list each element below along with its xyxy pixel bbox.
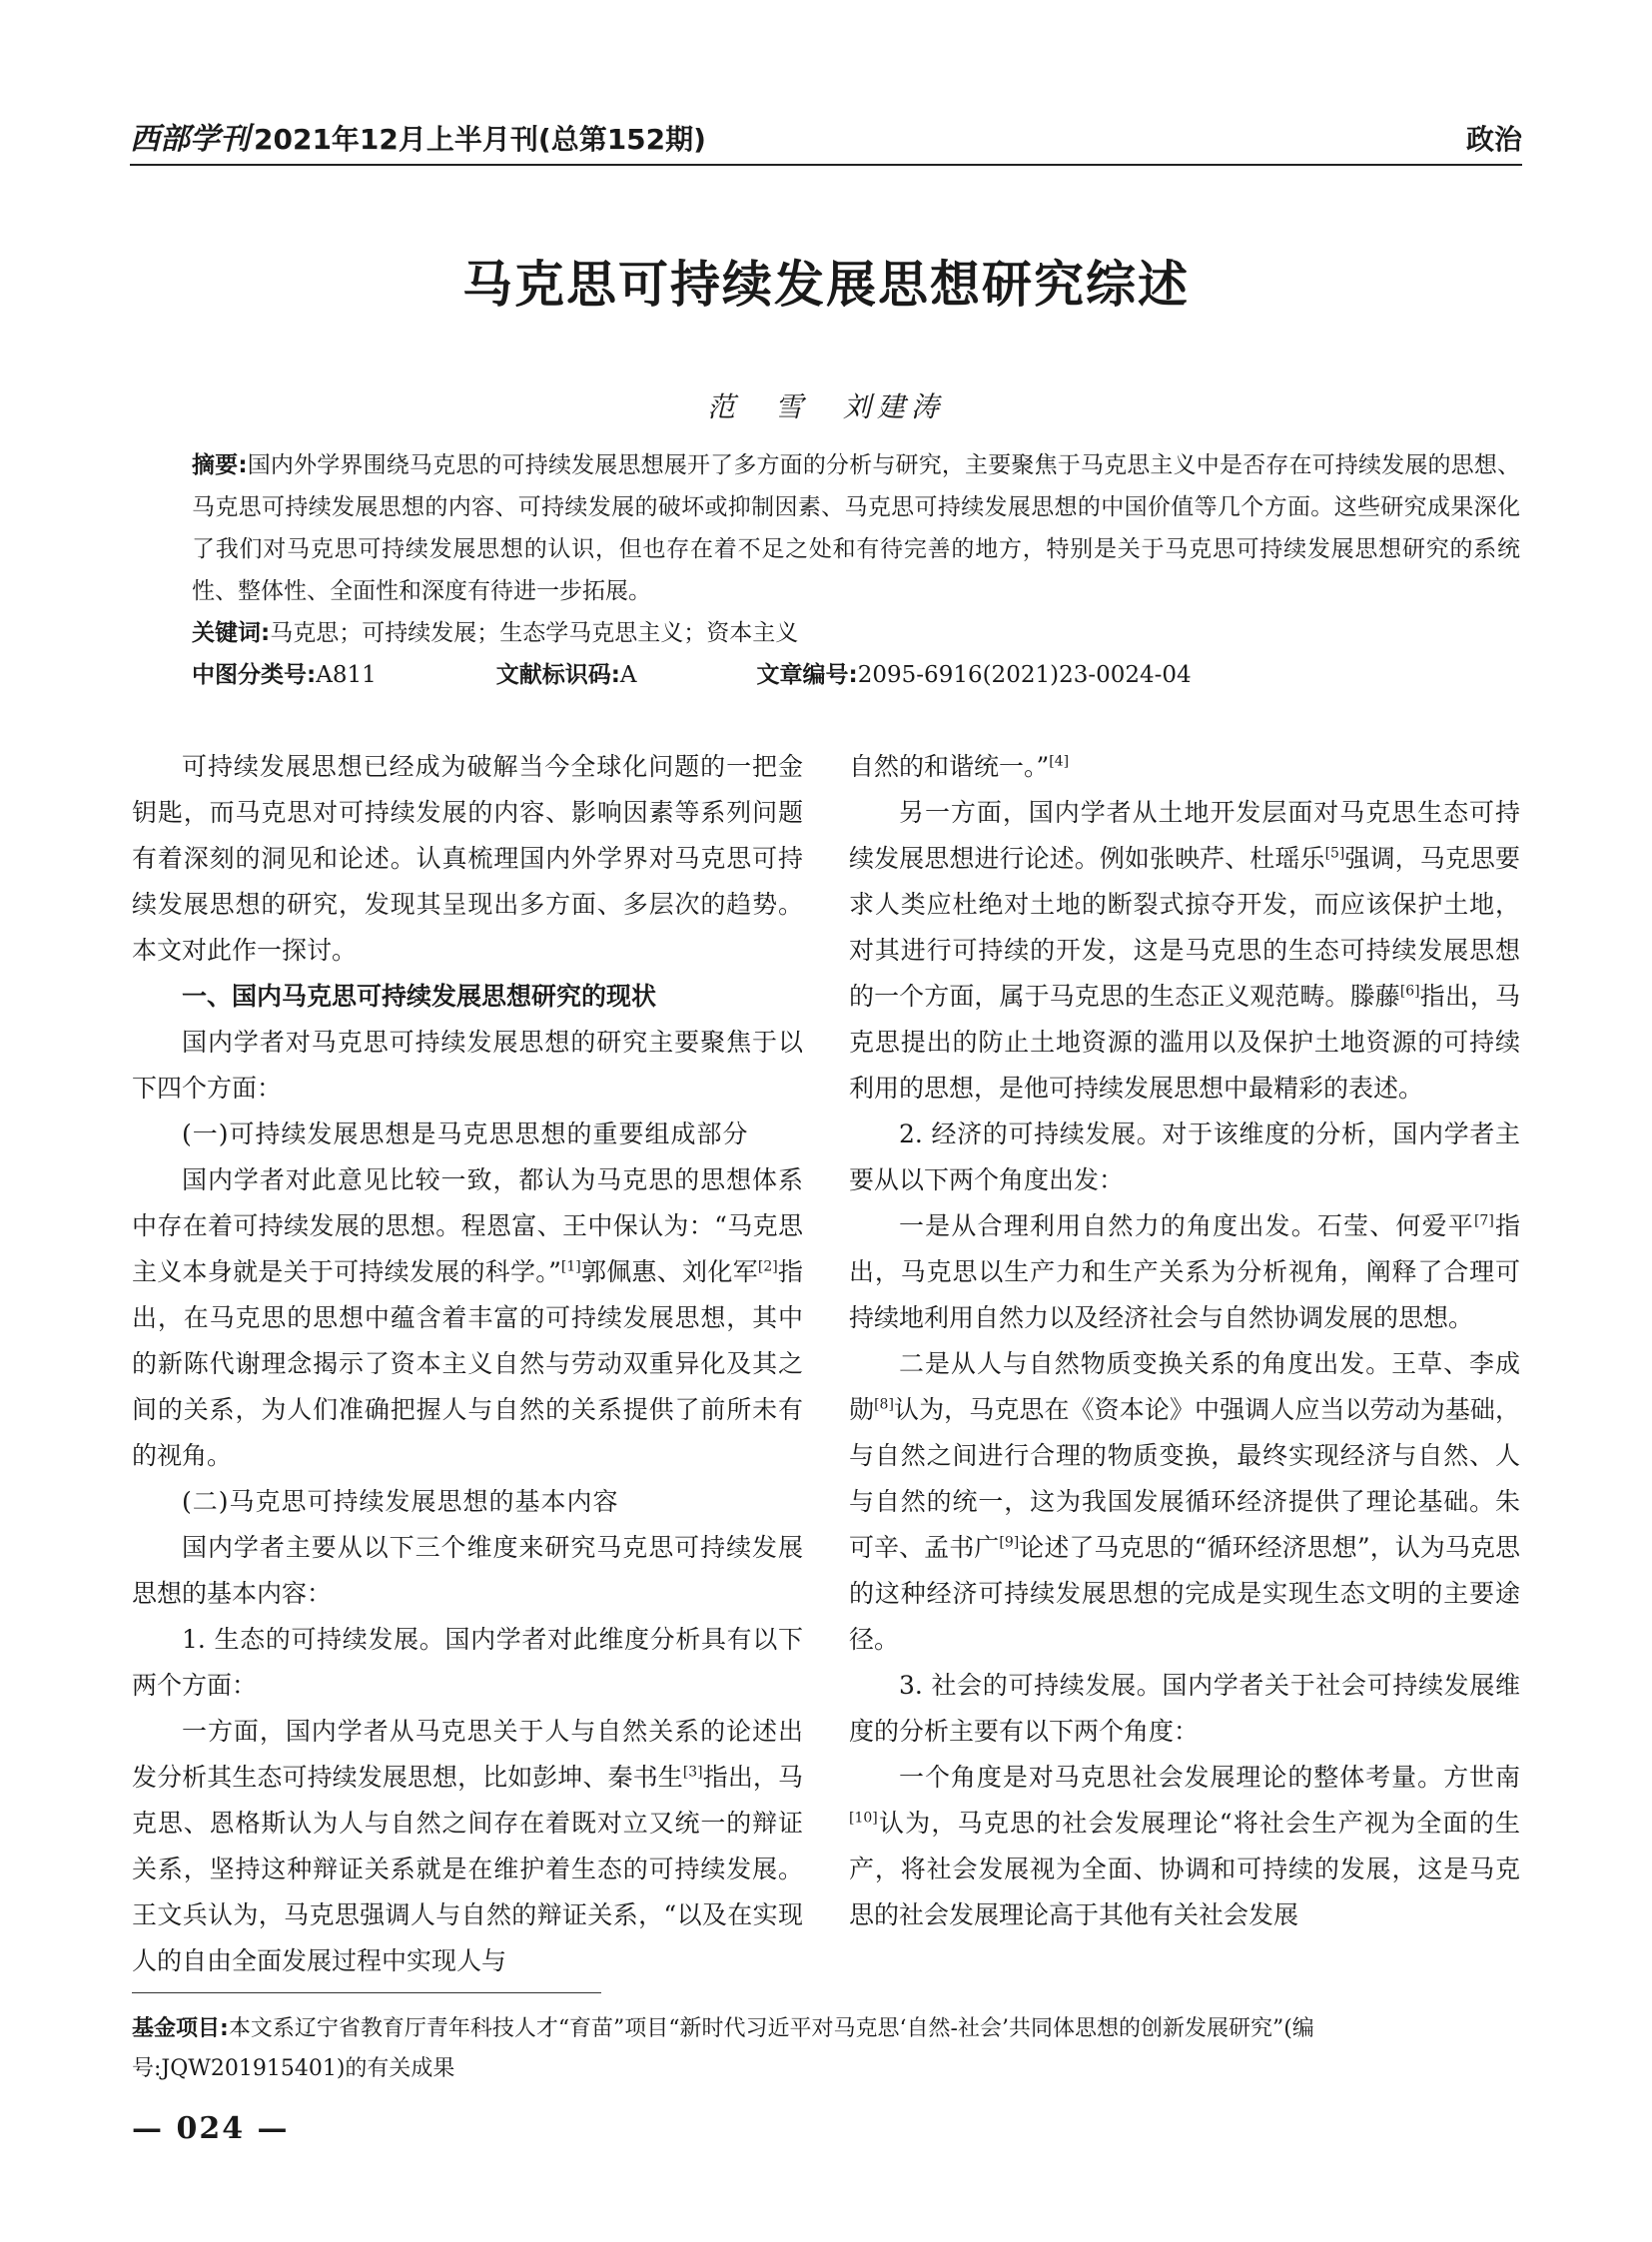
paragraph: 3. 社会的可持续发展。国内学者关于社会可持续发展维度的分析主要有以下两个角度： [849,1671,1520,1746]
citation-ref: [7] [1473,1212,1494,1229]
text-run: 一方面，国内学者从马克思关于人与自然关系的论述出发分析其生态可持续发展思想，比如彭坤、秦书生 [132,1717,803,1792]
paragraph: 2. 经济的可持续发展。对于该维度的分析，国内学者主要从以下两个角度出发： [849,1120,1520,1194]
doc-label: 文献标识码: [495,662,620,688]
text-run: 指出，马克思以生产力和生产关系为分析视角，阐释了合理可持续地利用自然力以及经济社会与自然协调发展的思想。 [849,1211,1520,1332]
doc-value: A [619,662,637,688]
text-run: 自然的和谐统一。” [849,752,1050,781]
text-run: 认为，马克思的社会发展理论“将社会生产视为全面的生产，将社会发展视为全面、协调和可持续的发展，这是马克思的社会发展理论高于其他有关社会发展 [849,1809,1520,1929]
right-column [849,744,1520,1929]
left-column [132,744,803,1975]
clc-code [192,654,377,696]
article-number-label: 文章编号: [756,662,858,688]
paragraph: 1. 生态的可持续发展。国内学者对此维度分析具有以下两个方面： [132,1625,803,1700]
article-title: 马克思可持续发展思想研究综述 [462,256,1190,314]
citation-ref: [8] [874,1396,894,1413]
citation-ref: [6] [1399,983,1420,1000]
clc-value: A811 [316,662,377,688]
article-number-value: 2095-6916(2021)23-0024-04 [857,662,1192,688]
running-header [130,108,1522,166]
paragraph [849,744,1520,790]
funding-footnote [132,2009,1520,2089]
paragraph [849,1341,1520,1663]
text-run: 一个角度是对马克思社会发展理论的整体考量。方世南 [899,1763,1520,1792]
citation-ref: [2] [757,1258,778,1275]
citation-ref: [9] [999,1534,1020,1551]
body-columns [132,744,1520,1975]
text-run: 郭佩惠、刘化军 [580,1257,758,1286]
text-run: 指出，马克思提出的防止土地资源的滥用以及保护土地资源的可持续利用的思想，是他可持续发展思想中最精彩的表述。 [849,982,1520,1103]
section-label: 政治 [1465,123,1522,156]
citation-ref: [10] [849,1810,878,1827]
paragraph [849,1755,1520,1938]
paragraph [132,1709,803,1984]
citation-ref: [3] [682,1764,703,1781]
text-run: 一是从合理利用自然力的角度出发。石莹、何爱平 [899,1211,1474,1240]
citation-ref: [5] [1324,845,1345,862]
paragraph: 可持续发展思想已经成为破解当今全球化问题的一把金钥匙，而马克思对可持续发展的内容、影响因素等系列问题有着深刻的洞见和论述。认真梳理国内外学界对马克思可持续发展思想的研究，发现其呈现出多方面、多层次的趋势。本文对此作一探讨。 [132,752,803,965]
abstract-label: 摘要: [192,452,248,478]
text-run: 国内学者对此意见比较一致，都认为马克思的思想体系中存在着可持续发展的思想。程恩富、王中保认为：“马克思主义本身就是关于可持续发展的科学。” [132,1165,803,1286]
paragraph [849,790,1520,1112]
footnote-label: 基金项目: [132,2016,229,2041]
text-run: 另一方面，国内学者从土地开发层面对马克思生态可持续发展思想进行论述。例如张映芹、杜瑶乐 [849,798,1520,873]
section-heading: 一、国内马克思可持续发展思想研究的现状 [182,982,657,1011]
paragraph [849,1203,1520,1341]
journal-logo: 西部学刊 [130,122,250,157]
keywords-label: 关键词: [192,620,271,646]
subsection-heading: (二)马克思可持续发展思想的基本内容 [182,1487,619,1516]
text-run: 指出，在马克思的思想中蕴含着丰富的可持续发展思想，其中的新陈代谢理念揭示了资本主义自然与劳动双重异化及其之间的关系，为人们准确把握人与自然的关系提供了前所未有的视角。 [132,1257,803,1470]
citation-ref: [4] [1049,753,1070,770]
article-authors: 范 雪 刘建涛 [706,390,945,423]
text-run: 指出，马克思、恩格斯认为人与自然之间存在着既对立又统一的辩证关系，坚持这种辩证关系就是在维护着生态的可持续发展。王文兵认为，马克思强调人与自然的辩证关系，“以及在实现人的自由全面发展过程中实现人与 [132,1763,803,1975]
keywords-text: 马克思；可持续发展；生态学马克思主义；资本主义 [270,620,799,646]
citation-ref: [1] [560,1258,581,1275]
text-run: 强调，马克思要求人类应杜绝对土地的断裂式掠夺开发，而应该保护土地，对其进行可持续的开发，这是马克思的生态可持续发展思想的一个方面，属于马克思的生态正义观范畴。滕藤 [849,844,1520,1011]
subsection-heading: (一)可持续发展思想是马克思思想的重要组成部分 [182,1120,749,1148]
doc-code [496,654,637,696]
paragraph: 国内学者对马克思可持续发展思想的研究主要聚焦于以下四个方面： [132,1028,803,1103]
article-number [757,654,1192,696]
text-run: 论述了马克思的“循环经济思想”，认为马克思的这种经济可持续发展思想的完成是实现生态文明的主要途径。 [849,1533,1520,1654]
abstract-block [192,444,1520,696]
classification-line [192,654,1520,696]
footnote-text: 本文系辽宁省教育厅青年科技人才“育苗”项目“新时代习近平对马克思‘自然-社会’共同体思想的创新发展研究”(编号:JQW201915401)的有关成果 [132,2016,1314,2081]
page-number: — 024 — [132,2111,290,2146]
text-run: 二是从人与自然物质变换关系的角度出发。王草、李成勋 [849,1349,1520,1424]
paragraph [132,1157,803,1479]
keywords [192,612,1520,654]
paragraph: 国内学者主要从以下三个维度来研究马克思可持续发展思想的基本内容： [132,1533,803,1608]
footnote-divider [132,1992,601,1993]
journal-info [130,114,706,164]
clc-label: 中图分类号: [192,662,317,688]
text-run: 认为，马克思在《资本论》中强调人应当以劳动为基础，与自然之间进行合理的物质变换，最终实现经济与自然、人与自然的统一，这为我国发展循环经济提供了理论基础。朱可辛、孟书广 [849,1395,1520,1562]
journal-issue: 2021年12月上半月刊(总第152期) [254,123,706,156]
abstract [192,444,1520,612]
abstract-text: 国内外学界围绕马克思的可持续发展思想展开了多方面的分析与研究，主要聚焦于马克思主义中是否存在可持续发展的思想、马克思可持续发展思想的内容、可持续发展的破坏或抑制因素、马克思可持续发展思想的中国价值等几个方面。这些研究成果深化了我们对马克思可持续发展思想的认识，但也存在着不足之处和有待完善的地方，特别是关于马克思可持续发展思想研究的系统性、整体性、全面性和深度有待进一步拓展。 [192,452,1520,604]
